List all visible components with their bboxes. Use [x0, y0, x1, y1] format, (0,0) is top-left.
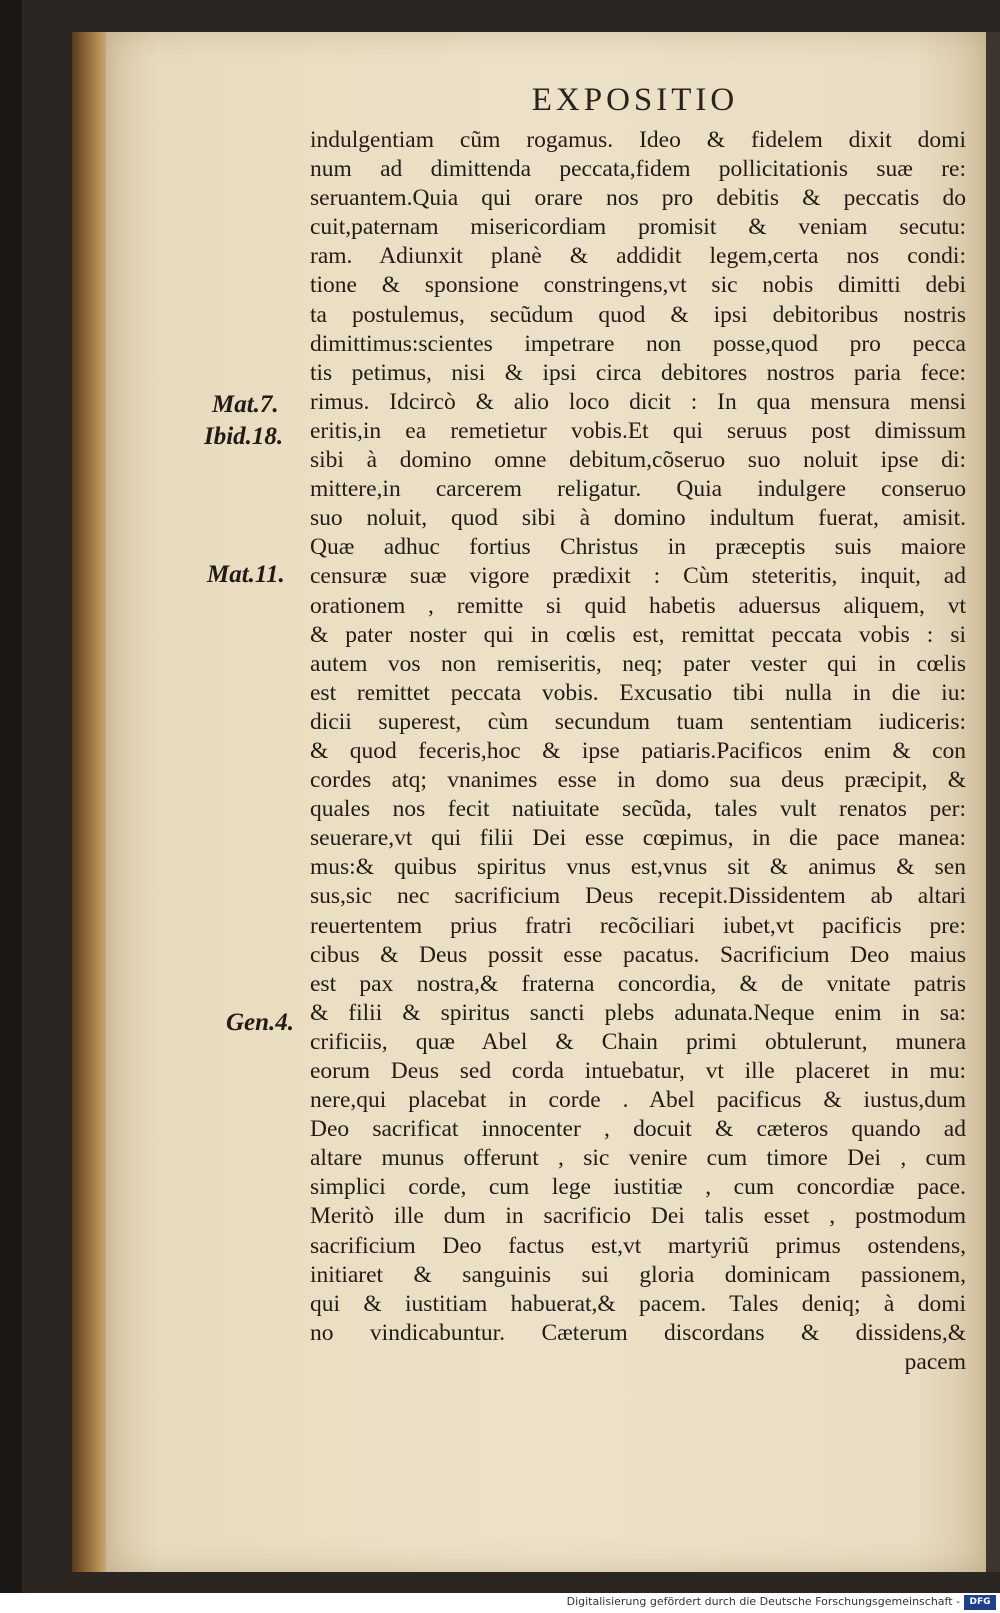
text-line: no vindicabuntur. Cæterum discordans & dissidens,&: [310, 1319, 966, 1346]
text-line: & filii & spiritus sancti plebs adunata.Neque enim in sa:: [310, 999, 966, 1026]
text-line: Meritò ille dum in sacrificio Dei talis esset , postmodum: [310, 1203, 966, 1230]
text-line: sus,sic nec sacrificium Deus recepit.Dissidentem ab altari: [310, 883, 966, 910]
book-spine: [72, 32, 110, 1572]
text-line: eorum Deus sed corda intuebatur, vt ille placeret in mu:: [310, 1058, 966, 1084]
text-line: sibi à domino omne debitum,cõseruo suo noluit ipse di:: [310, 447, 966, 474]
digitization-footer: [0, 1593, 1000, 1613]
text-line: cibus & Deus possit esse pacatus. Sacrificium Deo maius: [310, 941, 966, 968]
text-line: num ad dimittenda peccata,fidem pollicitationis suæ re:: [310, 156, 966, 183]
text-line: est remittet peccata vobis. Excusatio tibi nulla in die iu:: [310, 679, 966, 706]
text-line: ram. Adiunxit planè & addidit legem,certa nos condi:: [310, 243, 966, 270]
text-line: cordes atq; vnanimes esse in domo sua deus præcipit, &: [310, 767, 966, 794]
margin-note: Mat.7.: [212, 391, 279, 418]
margin-note: Mat.11.: [207, 561, 285, 588]
text-line: mittere,in carcerem religatur. Quia indulgere conseruo: [310, 476, 966, 503]
text-line: eritis,in ea remetietur vobis.Et qui seruus post dimissum: [310, 417, 966, 444]
footer-credit: Digitalisierung gefördert durch die Deutsche Forschungsgemeinschaft -: [566, 1595, 960, 1608]
text-line: est pax nostra,& fraterna concordia, & de vnitate patris: [310, 970, 966, 997]
text-line: nere,qui placebat in corde . Abel pacificus & iustus,dum: [310, 1087, 966, 1114]
text-line: orationem , remitte si quid habetis aduersus aliquem, vt: [310, 592, 966, 619]
catchword: pacem: [904, 1348, 966, 1375]
body-text: [310, 126, 966, 1377]
margin-note: Ibid.18.: [204, 423, 284, 450]
text-line: qui & iustitiam habuerat,& pacem. Tales deniq; à domi: [310, 1290, 966, 1317]
text-line: seuerare,vt qui filii Dei esse cœpimus, in die pace manea:: [310, 825, 966, 852]
text-line: dimittimus:scientes impetrare non posse,quod pro pecca: [310, 330, 966, 357]
text-line: cuit,paternam misericordiam promisit & veniam secutu:: [310, 214, 966, 241]
text-line: quales nos fecit natiuitate secũda, tales vult renatos per:: [310, 796, 966, 823]
text-line: suo noluit, quod sibi à domino indultum fuerat, amisit.: [310, 505, 966, 532]
text-line: tis petimus, nisi & ipsi circa debitores nostros paria fece:: [310, 359, 966, 386]
text-line: reuertentem prius fratri recõciliari iubet,vt pacificis pre:: [310, 912, 966, 939]
text-line: simplici corde, cum lege iustitiæ , cum concordiæ pace.: [310, 1174, 966, 1201]
text-line: altare munus offerunt , sic venire cum timore Dei , cum: [310, 1145, 966, 1172]
running-head: EXPOSITIO: [531, 82, 739, 118]
text-line: autem vos non remiseritis, neq; pater vester qui in cœlis: [310, 650, 966, 677]
dfg-logo: DFG: [964, 1595, 996, 1610]
text-line: crificiis, quæ Abel & Chain primi obtulerunt, munera: [310, 1028, 966, 1055]
scan-left-edge: [0, 0, 22, 1593]
text-line: censuræ suæ vigore prædixit : Cùm steteritis, inquit, ad: [310, 563, 966, 590]
text-line: Deo sacrificat innocenter , docuit & cæteros quando ad: [310, 1116, 966, 1143]
text-line: rimus. Idcircò & alio loco dicit : In qua mensura mensi: [310, 388, 966, 415]
text-line: sacrificium Deo factus est,vt martyriũ primus ostendens,: [310, 1232, 966, 1259]
text-line: ta postulemus, secũdum quod & ipsi debitoribus nostris: [310, 301, 966, 328]
margin-note: Gen.4.: [226, 1009, 295, 1036]
text-line: & pater noster qui in cœlis est, remittat peccata vobis : si: [310, 621, 966, 648]
text-line: Quæ adhuc fortius Christus in præceptis suis maiore: [310, 534, 966, 561]
text-line: dicii superest, cùm secundum tuam sententiam iudiceris:: [310, 708, 966, 735]
text-line: initiaret & sanguinis sui gloria dominicam passionem,: [310, 1261, 966, 1288]
text-line: tione & sponsione constringens,vt sic nobis dimitti debi: [310, 272, 966, 299]
text-line: seruantem.Quia qui orare nos pro debitis & peccatis do: [310, 185, 966, 212]
text-line: indulgentiam cũm rogamus. Ideo & fidelem dixit domi: [310, 127, 966, 153]
text-line: mus:& quibus spiritus vnus est,vnus sit & animus & sen: [310, 854, 966, 881]
text-line: & quod feceris,hoc & ipse patiaris.Pacificos enim & con: [310, 737, 966, 764]
scan-right-edge: [986, 32, 1000, 1572]
